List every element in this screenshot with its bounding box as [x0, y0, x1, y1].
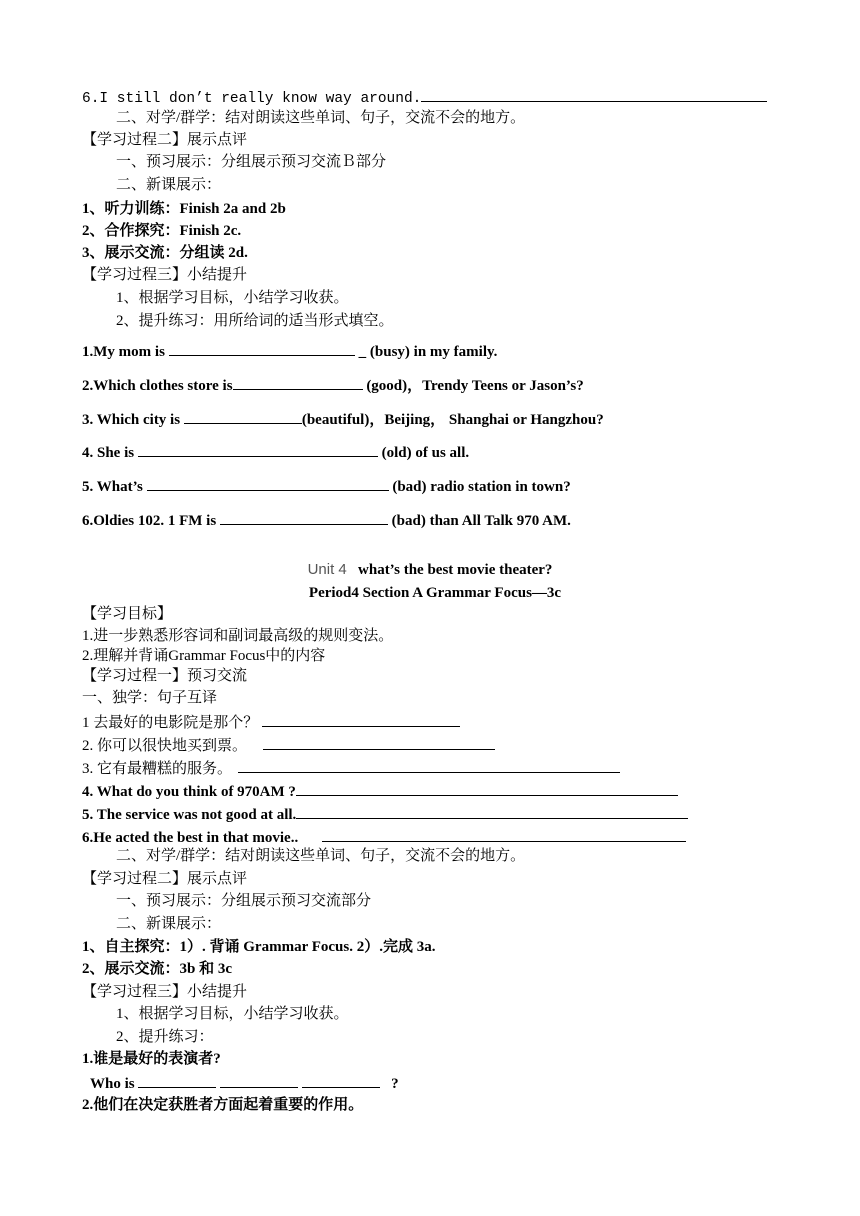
exercise-2: 2.Which clothes store is (good)，Trendy Teens or Jason’s? [82, 374, 584, 396]
translate-4: 4. What do you think of 970AM ? [82, 780, 678, 802]
answer-blank[interactable] [147, 475, 389, 491]
question-2: 2.他们在决定获胜者方面起着重要的作用。 [82, 1097, 364, 1113]
answer-blank[interactable] [169, 340, 355, 356]
self-study-line: 一、独学：句子互译 [82, 690, 218, 706]
summary-line-3: 1、根据学习目标，小结学习收获。 [116, 1006, 349, 1022]
process-one-heading: 【学习过程一】预习交流 [82, 668, 248, 684]
answer-blank[interactable] [263, 734, 495, 750]
answer-blank[interactable] [302, 1072, 380, 1088]
answer-blank[interactable] [296, 780, 678, 796]
goal-2: 2.理解并背诵Grammar Focus中的内容 [82, 648, 326, 664]
exercise-1: 1.My mom is _ (busy) in my family. [82, 340, 497, 362]
exercise-3: 3. Which city is (beautiful)，Beijing， Shanghai or Hangzhou? [82, 408, 604, 430]
question-1: 1.谁是最好的表演者? [82, 1051, 221, 1067]
exercise-6: 6.Oldies 102. 1 FM is (bad) than All Talk 970 AM. [82, 509, 571, 531]
period-title: Period4 Section A Grammar Focus—3c [308, 585, 562, 601]
process-three-heading: 【学习过程三】小结提升 [82, 267, 248, 283]
new-lesson-line-2: 二、新课展示： [116, 916, 222, 932]
translate-1: 1 去最好的电影院是那个？ [82, 711, 460, 733]
preview-line: 一、预习展示：分组展示预习交流Ｂ部分 [116, 154, 387, 170]
new-step-1: 1、自主探究：1）. 背诵 Grammar Focus. 2）.完成 3a. [82, 939, 436, 955]
goal-1: 1.进一步熟悉形容词和副词最高级的规则变法。 [82, 628, 394, 644]
exercise-5: 5. What’s (bad) radio station in town? [82, 475, 571, 497]
unit-title [0, 560, 860, 580]
answer-blank[interactable] [322, 826, 686, 842]
step-3: 3、展示交流：分组读 2d. [82, 245, 248, 261]
answer-blank[interactable] [262, 711, 460, 727]
unit-number: Unit 4 [307, 561, 347, 578]
process-three-heading-2: 【学习过程三】小结提升 [82, 984, 248, 1000]
step-1: 1、听力训练：Finish 2a and 2b [82, 201, 286, 217]
summary-line-2: 2、提升练习：用所给词的适当形式填空。 [116, 313, 394, 329]
answer-blank[interactable] [138, 441, 378, 457]
answer-blank[interactable] [184, 408, 302, 424]
line-6-sentence [82, 86, 767, 109]
translate-2: 2. 你可以很快地买到票。 [82, 734, 495, 756]
summary-line-4: 2、提升练习： [116, 1029, 214, 1045]
preview-line-2: 一、预习展示：分组展示预习交流部分 [116, 893, 372, 909]
answer-blank[interactable] [421, 86, 767, 102]
answer-blank[interactable] [138, 1072, 216, 1088]
unit-question: what’s the best movie theater? [358, 562, 553, 578]
goals-heading: 【学习目标】 [82, 606, 173, 622]
summary-line-1: 1、根据学习目标，小结学习收获。 [116, 290, 349, 306]
exercise-4: 4. She is (old) of us all. [82, 441, 469, 463]
translate-5: 5. The service was not good at all. [82, 803, 688, 825]
new-lesson-line: 二、新课展示： [116, 177, 222, 193]
answer-blank[interactable] [220, 1072, 298, 1088]
question-1-answer: Who is ? [90, 1072, 399, 1094]
translate-3: 3. 它有最糟糕的服务。 [82, 757, 620, 779]
step-2: 2、合作探究：Finish 2c. [82, 223, 242, 239]
answer-blank[interactable] [233, 374, 363, 390]
sentence-text: 6.I still don’t really know way around. [82, 91, 422, 107]
answer-blank[interactable] [238, 757, 620, 773]
answer-blank[interactable] [296, 803, 688, 819]
process-two-heading-2: 【学习过程二】展示点评 [82, 871, 248, 887]
answer-blank[interactable] [220, 509, 388, 525]
pair-study-line: 二、对学/群学：结对朗读这些单词、句子，交流不会的地方。 [116, 110, 526, 126]
new-step-2: 2、展示交流：3b 和 3c [82, 961, 233, 977]
pair-study-line-2: 二、对学/群学：结对朗读这些单词、句子，交流不会的地方。 [116, 848, 526, 864]
process-two-heading: 【学习过程二】展示点评 [82, 132, 248, 148]
translate-6: 6.He acted the best in that movie.. [82, 826, 686, 848]
